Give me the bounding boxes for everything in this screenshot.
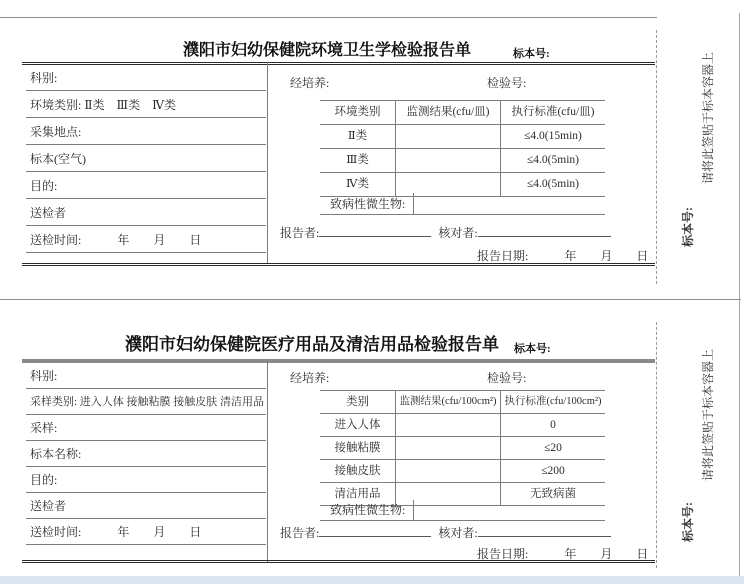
- cell-standard: ≤4.0(5min): [500, 149, 605, 172]
- table-row: [320, 149, 605, 173]
- form-field-row: 送检时间: 年 月 日: [26, 520, 266, 545]
- page-top-rule: [0, 17, 657, 18]
- cell-category: 进入人体: [334, 419, 381, 431]
- form-field-row: 采样类别: 进入人体 接触粘膜 接触皮肤 清洁用品: [26, 390, 266, 415]
- form1-test-no-label: 检验号:: [487, 76, 527, 90]
- form-field-row: 科别:: [26, 65, 266, 91]
- form-field-row: 标本名称:: [26, 442, 266, 467]
- form-field-row: 采集地点:: [26, 119, 266, 145]
- cell-result: [395, 460, 500, 482]
- cell-result: [395, 149, 500, 172]
- form-field-row: 环境类别: Ⅱ类 Ⅲ类 Ⅳ类: [26, 92, 266, 118]
- table-header-row: [320, 390, 605, 414]
- cell-category: Ⅲ类: [346, 154, 369, 166]
- cell-standard: ≤200: [500, 460, 605, 482]
- checker-label: 核对者:: [438, 226, 478, 240]
- checker-fill-line: [478, 224, 611, 237]
- form-separator-rule: [0, 299, 741, 300]
- header-standard: 执行标准(cfu/100cm²): [500, 391, 605, 413]
- form2-test-no-label: 检验号:: [487, 371, 527, 385]
- cell-standard: ≤20: [500, 437, 605, 459]
- reporter-label: 报告者:: [280, 226, 320, 240]
- table-row: [320, 437, 605, 460]
- form2-specimen-no-label: 标本号:: [514, 343, 551, 355]
- table-row: [320, 460, 605, 483]
- cell-category: Ⅱ类: [347, 130, 368, 142]
- checker-fill-line: [478, 524, 611, 537]
- cell-result: [395, 125, 500, 148]
- form1-result-table: [320, 100, 605, 197]
- form1-report-date-row: 报告日期: 年 月 日: [477, 249, 649, 263]
- form1-pathogen-row: [320, 193, 605, 215]
- cell-result: [395, 437, 500, 459]
- form1-cultured-label: 经培养:: [290, 76, 330, 90]
- form1-bottom-border: [22, 263, 655, 266]
- cell-standard: ≤4.0(15min): [500, 125, 605, 148]
- form2-pathogen-row: [320, 500, 605, 521]
- form-field-row: 目的:: [26, 173, 266, 199]
- cell-category: 接触皮肤: [334, 465, 381, 477]
- sticker-note-vertical: 请将此签贴于标本容器上: [701, 52, 715, 185]
- form1-specimen-no-label: 标本号:: [513, 48, 550, 60]
- cell-standard: ≤4.0(5min): [500, 173, 605, 196]
- form-field-row: 送检者: [26, 494, 266, 519]
- cell-category: 接触粘膜: [334, 442, 381, 454]
- form1-title: 濮阳市妇幼保健院环境卫生学检验报告单: [183, 42, 472, 59]
- pathogen-label: 致病性微生物:: [330, 503, 406, 517]
- cut-line-top: [656, 30, 657, 284]
- form1-column-divider: [267, 62, 268, 263]
- form-field-row: 送检时间: 年 月 日: [26, 227, 266, 253]
- header-category: 类别: [346, 396, 369, 408]
- checker-label: 核对者:: [438, 526, 478, 540]
- cell-result: [395, 414, 500, 436]
- pathogen-label: 致病性微生物:: [330, 197, 406, 211]
- form2-signature-row: [280, 524, 611, 541]
- form1-signature-row: [280, 224, 611, 241]
- form2-title: 濮阳市妇幼保健院医疗用品及清洁用品检验报告单: [125, 335, 499, 354]
- reporter-fill-line: [319, 224, 431, 237]
- page-right-edge: [739, 13, 740, 576]
- table-header-row: [320, 100, 605, 125]
- header-result: 监测结果(cfu/100cm²): [395, 391, 500, 413]
- cell-standard: 0: [500, 414, 605, 436]
- reporter-label: 报告者:: [280, 526, 320, 540]
- form-field-row: 标本(空气): [26, 146, 266, 172]
- cell-category: Ⅳ类: [346, 178, 369, 190]
- header-result: 监测结果(cfu/皿): [395, 101, 500, 124]
- form2-top-border: [22, 359, 655, 363]
- form-field-row: 送检者: [26, 200, 266, 226]
- pathogen-cell-divider: [413, 500, 414, 520]
- form2-report-date-row: 报告日期: 年 月 日: [477, 547, 649, 561]
- header-standard: 执行标准(cfu/皿): [500, 101, 605, 124]
- form2-column-divider: [267, 359, 268, 562]
- form2-bottom-border: [22, 560, 655, 563]
- header-category: 环境类别: [334, 106, 381, 118]
- form-field-row: 采样:: [26, 416, 266, 441]
- specimen-no-vertical: 标本号:: [681, 207, 695, 247]
- form2-cultured-label: 经培养:: [290, 371, 330, 385]
- sticker-note-vertical: 请将此签贴于标本容器上: [701, 349, 715, 482]
- specimen-no-vertical: 标本号:: [681, 502, 695, 542]
- table-row: [320, 125, 605, 149]
- window-bottom-strip: [0, 576, 744, 584]
- reporter-fill-line: [319, 524, 431, 537]
- cell-category: 清洁用品: [334, 488, 381, 500]
- form-field-row: 目的:: [26, 468, 266, 493]
- pathogen-cell-divider: [413, 193, 414, 214]
- table-row: [320, 414, 605, 437]
- cell-standard: 无致病菌: [500, 483, 605, 505]
- cut-line-bottom: [656, 322, 657, 568]
- form-field-row: 科别:: [26, 364, 266, 389]
- form2-result-table: [320, 390, 605, 506]
